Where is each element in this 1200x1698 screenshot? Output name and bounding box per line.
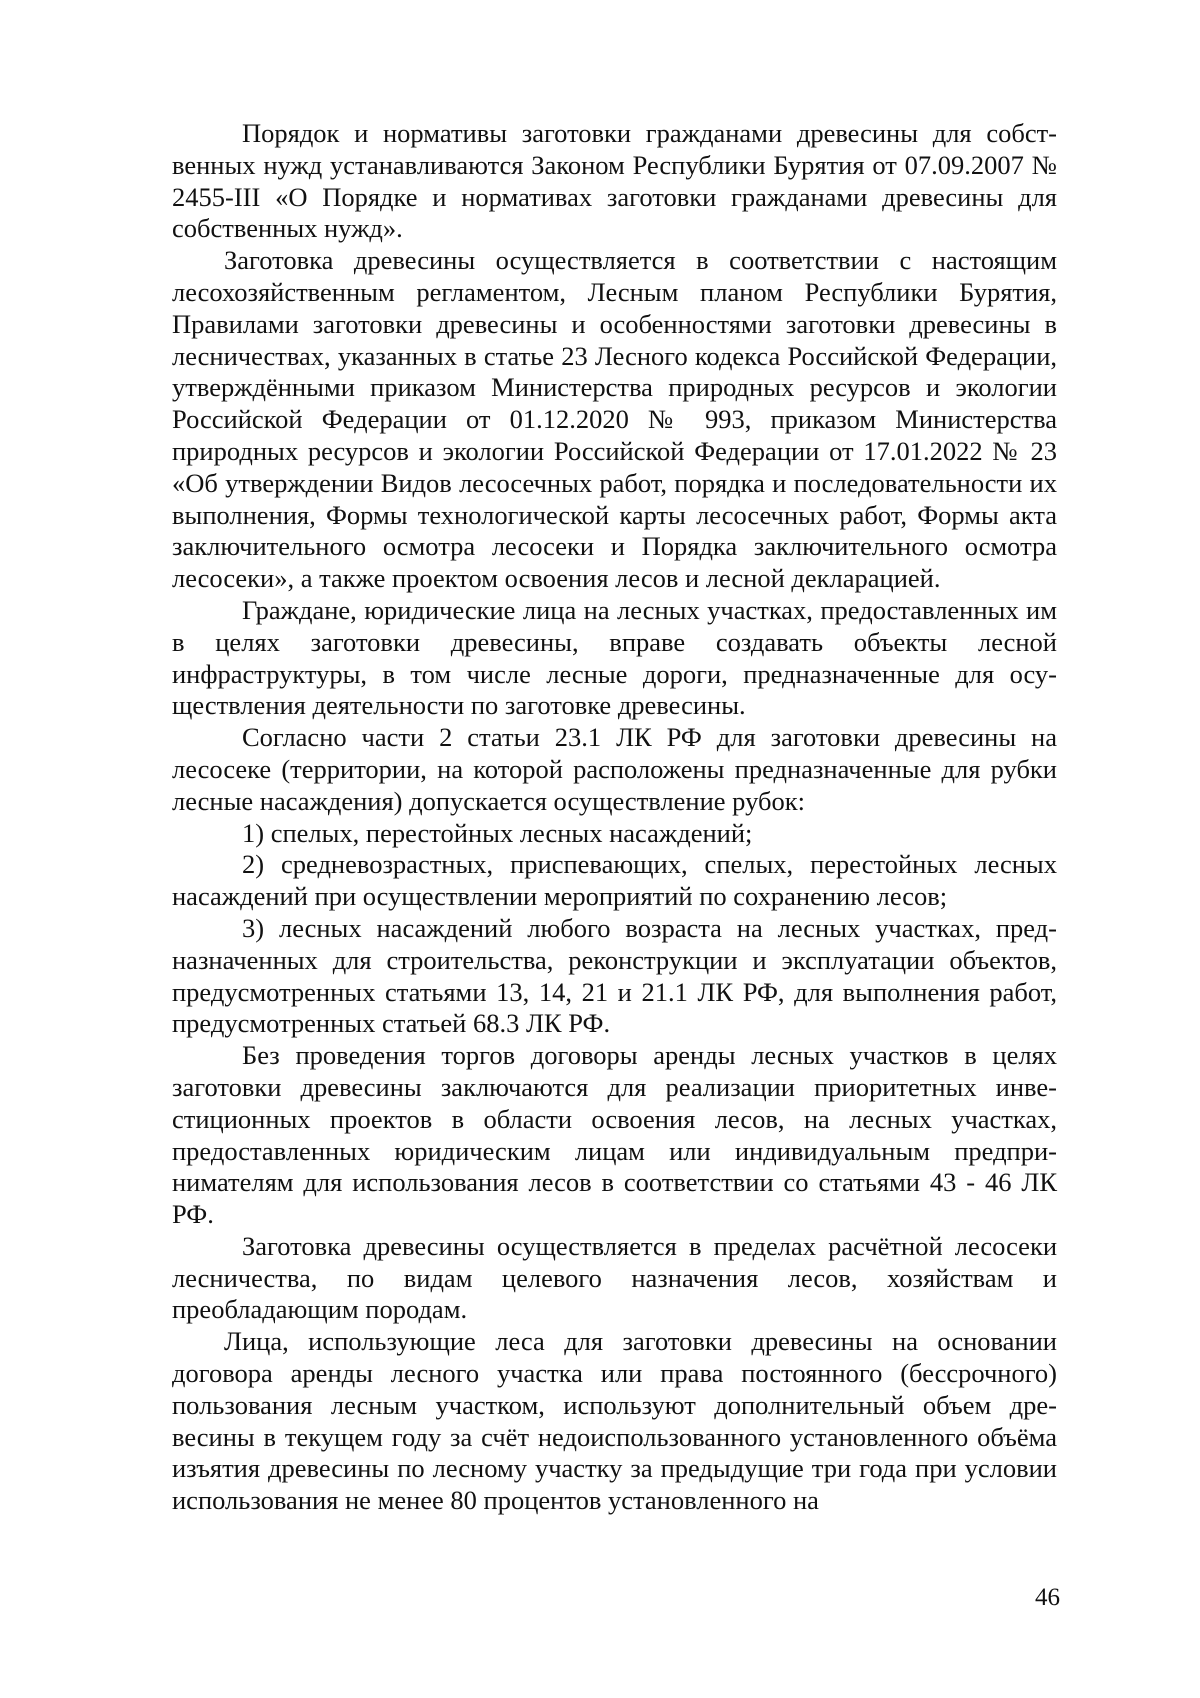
list-item-3: 3) лесных насаждений любого возраста на лесных участках, предназначенных для строительства, реконструкции и эксплуатации объектов, предусмотренных статьями 13, 14, 21 и 21.1 ЛК РФ, для выполнения работ, предусмотренных статьей 68.3 ЛК РФ. xyxy=(172,912,1057,1039)
page-number: 46 xyxy=(1035,1584,1060,1611)
body-text xyxy=(172,118,1057,1517)
paragraph-5: Без проведения торгов договоры аренды лесных участков в целях заготовки древесины заключаются для реализации приоритетных инвестиционных проектов в области освоения лесов, на лесных участках, предоставленных юридическим лицам или индивидуальным предпринимателям для использования лесов в соответствии со статьями 43 - 46 ЛК РФ. xyxy=(172,1040,1057,1230)
paragraph-2: Заготовка древесины осуществляется в соответствии с настоящим лесохозяйственным регламентом, Лесным планом Республики Бурятия, Правилами заготовки древесины и особенностями заготовки древесины в лесничествах, указанных в статье 23 Лесного кодекса Российской Федерации, утверждёнными приказом Министерства природных ресурсов и экологии Российской Федерации от 01.12.2020 № 993, приказом Министерства природных ресурсов и экологии Российской Федерации от 17.01.2022 № 23 «Об утверждении Видов лесосечных работ, порядка и последовательности их выполнения, Формы технологической карты лесосечных работ, Формы акта заключительного осмотра лесосеки и Порядка заключительного осмотра лесосеки», а также проектом освоения лесов и лесной декларацией. xyxy=(172,245,1057,594)
list-item-2: 2) средневозрастных, приспевающих, спелых, перестойных лесных насаждений при осуществлении мероприятий по сохранению лесов; xyxy=(172,849,1057,912)
paragraph-1: Порядок и нормативы заготовки гражданами древесины для собственных нужд устанавливаются Законом Республики Бурятия от 07.09.2007 № 2455-III «О Порядке и нормативах заготовки гражданами древесины для собственных нужд». xyxy=(172,118,1057,244)
paragraph-3: Граждане, юридические лица на лесных участках, предоставленных им в целях заготовки древесины, вправе создавать объекты лесной инфраструктуры, в том числе лесные дороги, предназначенные для осуществления деятельности по заготовке древесины. xyxy=(172,594,1057,721)
list-item-1: 1) спелых, перестойных лесных насаждений; xyxy=(242,817,753,848)
paragraph-7: Лица, использующие леса для заготовки древесины на основании договора аренды лесного участка или права постоянного (бессрочного) пользования лесным участком, используют дополнительный объем древесины в текущем году за счёт недоиспользованного установленного объёма изъятия древесины по лесному участку за предыдущие три года при условии использования не менее 80 процентов установленного на xyxy=(172,1326,1057,1516)
paragraph-4: Согласно части 2 статьи 23.1 ЛК РФ для заготовки древесины на лесосеке (территории, на которой расположены предназначенные для рубки лесные насаждения) допускается осуществление рубок: xyxy=(172,722,1057,816)
paragraph-6: Заготовка древесины осуществляется в пределах расчётной лесосеки лесничества, по видам целевого назначения лесов, хозяйствам и преобладающим породам. xyxy=(172,1230,1057,1325)
